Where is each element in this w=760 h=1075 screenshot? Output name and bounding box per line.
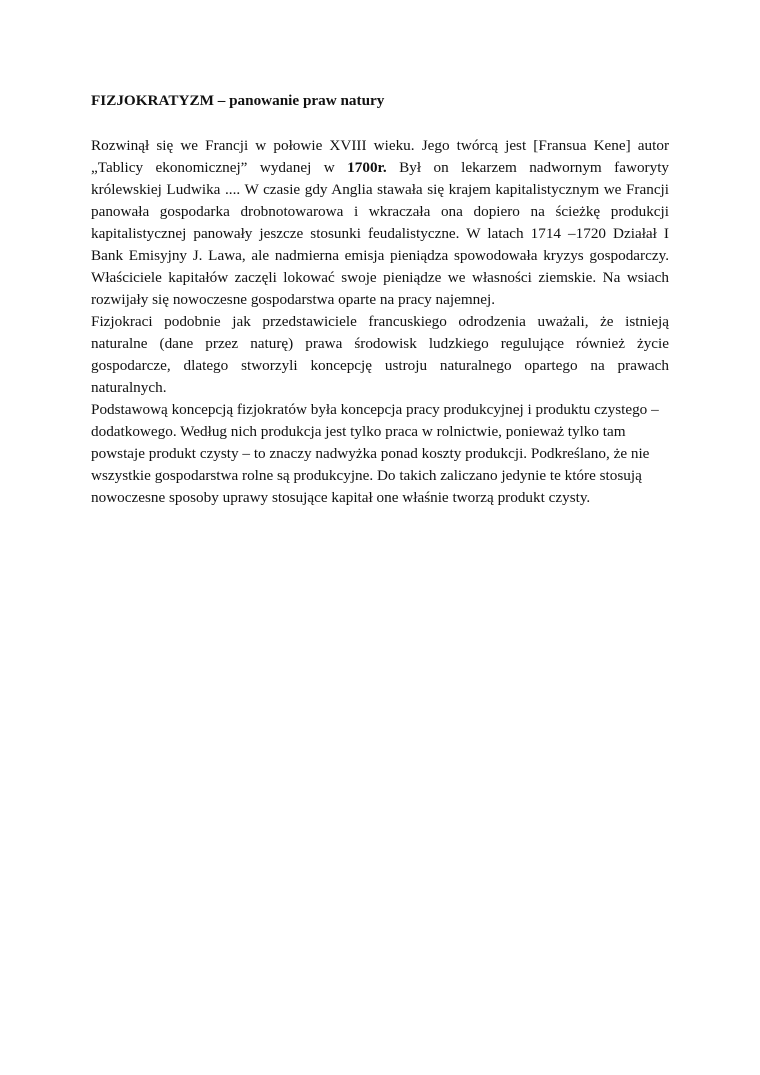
text-line-with-bold-year bbox=[91, 157, 669, 179]
text-line: kapitalistycznej panowały jeszcze stosunki feudalistyczne. W latach 1714 –1720 Działał I bbox=[91, 225, 669, 242]
text-line: Bank Emisyjny J. Lawa, ale nadmierna emisja pieniądza spowodowała kryzys gospodarczy. bbox=[91, 247, 669, 264]
text-line: rozwijały się nowoczesne gospodarstwa oparte na pracy najemnej. bbox=[91, 291, 496, 308]
text-line: Rozwinął się we Francji w połowie XVIII wieku. Jego twórcą jest [Fransua Kene] autor bbox=[91, 137, 669, 154]
text-line: nowoczesne sposoby uprawy stosujące kapitał one właśnie tworzą produkt czysty. bbox=[91, 489, 591, 506]
text-line: panowała gospodarka drobnotowarowa i wkraczała ona dopiero na ścieżkę produkcji bbox=[91, 203, 669, 220]
paragraph-history bbox=[91, 135, 669, 311]
document-title: FIZJOKRATYZM – panowanie praw natury bbox=[91, 92, 385, 109]
paragraph-productive-labor bbox=[91, 399, 669, 509]
text-line: dodatkowego. Według nich produkcja jest tylko praca w rolnictwie, ponieważ tylko tam bbox=[91, 423, 626, 440]
text-line: naturalne (dane przez naturę) prawa środowisk ludzkiego regulujące również życie bbox=[91, 335, 669, 352]
text-line: królewskiej Ludwika .... W czasie gdy Anglia stawała się krajem kapitalistycznym we Francji bbox=[91, 181, 669, 198]
text-line: gospodarcze, dlatego stworzyli koncepcję ustroju naturalnego opartego na prawach bbox=[91, 357, 669, 374]
document-body bbox=[91, 91, 669, 509]
bold-year: 1700r. bbox=[347, 159, 387, 176]
text-segment: Był on lekarzem nadwornym faworyty bbox=[399, 159, 669, 176]
text-line: Właściciele kapitałów zaczęli lokować swoje pieniądze we własności ziemskie. Na wsiach bbox=[91, 269, 669, 286]
text-line: naturalnych. bbox=[91, 379, 167, 396]
paragraph-physiocrats bbox=[91, 311, 669, 399]
text-segment: „Tablicy ekonomicznej” wydanej w bbox=[91, 159, 335, 176]
text-line: Fizjokraci podobnie jak przedstawiciele francuskiego odrodzenia uważali, że istnieją bbox=[91, 313, 669, 330]
text-line: wszystkie gospodarstwa rolne są produkcyjne. Do takich zaliczano jedynie te które stosują bbox=[91, 467, 642, 484]
text-line: Podstawową koncepcją fizjokratów była koncepcja pracy produkcyjnej i produktu czystego – bbox=[91, 401, 659, 418]
text-line: powstaje produkt czysty – to znaczy nadwyżka ponad koszty produkcji. Podkreślano, że nie bbox=[91, 445, 650, 462]
